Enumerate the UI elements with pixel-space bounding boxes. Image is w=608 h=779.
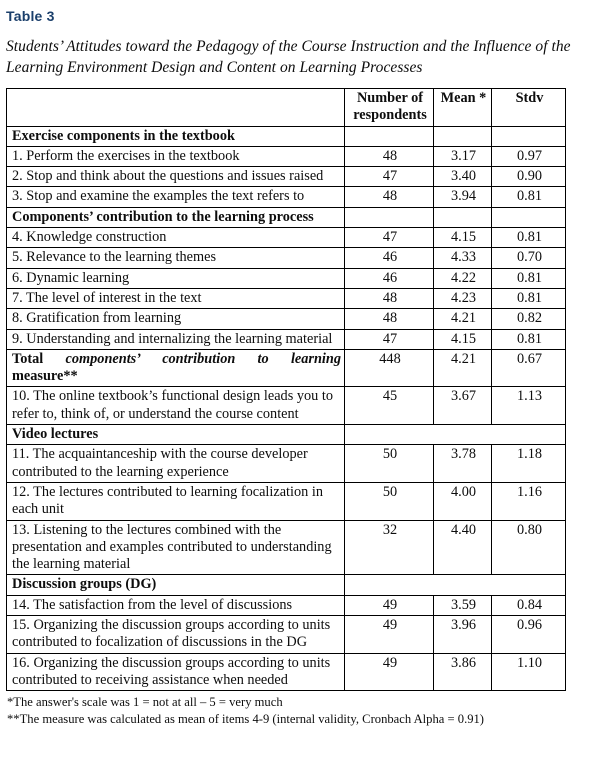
table-row	[7, 425, 566, 445]
footnote-2: **The measure was calculated as mean of items 4-9 (internal validity, Cronbach Alpha = 0.91)	[7, 711, 484, 726]
cell-respondents: 48	[345, 288, 434, 308]
cell-stdv: 0.82	[492, 309, 566, 329]
table-row	[7, 595, 566, 615]
item-label-cell: 5. Relevance to the learning themes	[7, 248, 345, 268]
cell-mean: 3.67	[434, 387, 492, 425]
table-row	[7, 482, 566, 520]
table-row	[7, 349, 566, 387]
item-label-cell: 8. Gratification from learning	[7, 309, 345, 329]
header-cell-mean: Mean *	[434, 89, 492, 127]
header-respondents-line2: respondents	[353, 107, 427, 124]
total-label-part1: Total	[12, 350, 44, 367]
cell-respondents: 48	[345, 187, 434, 207]
total-label-part2: components’ contribution to learning	[65, 350, 341, 367]
cell-mean: 3.17	[434, 146, 492, 166]
cell-respondents: 47	[345, 329, 434, 349]
table-row	[7, 329, 566, 349]
cell-respondents: 49	[345, 653, 434, 691]
footnote-1: *The answer's scale was 1 = not at all – 5 = very much	[7, 695, 283, 710]
table-row	[7, 520, 566, 575]
cell-stdv: 0.90	[492, 167, 566, 187]
cell-respondents	[345, 207, 434, 227]
total-row-cell	[7, 349, 345, 387]
table-row	[7, 616, 566, 654]
table-row	[7, 126, 566, 146]
table-number-label: Table 3	[6, 8, 55, 24]
cell-respondents: 47	[345, 228, 434, 248]
table-row	[7, 167, 566, 187]
cell-stdv: 0.67	[492, 349, 566, 387]
cell-respondents: 48	[345, 146, 434, 166]
section-merged-cell	[345, 425, 566, 445]
cell-respondents: 46	[345, 268, 434, 288]
item-label-cell: 3. Stop and examine the examples the text refers to	[7, 187, 345, 207]
item-label-cell: 9. Understanding and internalizing the learning material	[7, 329, 345, 349]
cell-stdv: 0.96	[492, 616, 566, 654]
table-row	[7, 228, 566, 248]
cell-respondents: 50	[345, 482, 434, 520]
cell-stdv: 0.81	[492, 268, 566, 288]
item-label-cell: 11. The acquaintanceship with the course developer contributed to the learning experience	[7, 445, 345, 483]
cell-mean: 3.96	[434, 616, 492, 654]
cell-respondents: 49	[345, 616, 434, 654]
cell-mean: 4.21	[434, 309, 492, 329]
cell-respondents: 48	[345, 309, 434, 329]
item-label-cell: 14. The satisfaction from the level of discussions	[7, 595, 345, 615]
attitudes-table	[6, 88, 566, 691]
cell-mean: 4.00	[434, 482, 492, 520]
cell-respondents: 45	[345, 387, 434, 425]
table-row	[7, 248, 566, 268]
cell-mean: 4.40	[434, 520, 492, 575]
cell-mean: 4.33	[434, 248, 492, 268]
cell-stdv	[492, 126, 566, 146]
cell-mean: 4.22	[434, 268, 492, 288]
cell-stdv: 0.80	[492, 520, 566, 575]
cell-stdv: 0.81	[492, 288, 566, 308]
cell-respondents: 49	[345, 595, 434, 615]
cell-stdv: 0.70	[492, 248, 566, 268]
cell-mean	[434, 126, 492, 146]
cell-respondents: 32	[345, 520, 434, 575]
cell-respondents: 50	[345, 445, 434, 483]
table-header-row	[7, 89, 566, 127]
cell-mean: 3.86	[434, 653, 492, 691]
table-row	[7, 146, 566, 166]
header-cell-respondents	[345, 89, 434, 127]
table-row	[7, 207, 566, 227]
cell-mean: 3.94	[434, 187, 492, 207]
cell-stdv: 0.97	[492, 146, 566, 166]
table-row	[7, 575, 566, 595]
table-body	[7, 89, 566, 691]
item-label-cell: 10. The online textbook’s functional design leads you to refer to, think of, or understand the course content	[7, 387, 345, 425]
cell-stdv: 0.81	[492, 228, 566, 248]
cell-mean: 4.21	[434, 349, 492, 387]
cell-respondents: 448	[345, 349, 434, 387]
table-row	[7, 187, 566, 207]
cell-stdv: 0.81	[492, 187, 566, 207]
section-header-cell: Video lectures	[7, 425, 345, 445]
header-respondents-line1: Number of	[356, 90, 424, 106]
table-row	[7, 387, 566, 425]
table-row	[7, 288, 566, 308]
total-label-part3: measure**	[12, 368, 78, 385]
section-header-cell: Components’ contribution to the learning process	[7, 207, 345, 227]
cell-respondents: 46	[345, 248, 434, 268]
item-label-cell: 6. Dynamic learning	[7, 268, 345, 288]
cell-mean: 4.15	[434, 329, 492, 349]
header-cell-stdv: Stdv	[492, 89, 566, 127]
item-label-cell: 13. Listening to the lectures combined with the presentation and examples contributed to understanding the learning material	[7, 520, 345, 575]
cell-mean: 4.23	[434, 288, 492, 308]
footnotes	[7, 694, 608, 727]
item-label-cell: 16. Organizing the discussion groups according to units contributed to receiving assistance when needed	[7, 653, 345, 691]
section-merged-cell	[345, 575, 566, 595]
item-label-cell: 15. Organizing the discussion groups according to units contributed to focalization of discussions in the DG	[7, 616, 345, 654]
cell-mean: 3.40	[434, 167, 492, 187]
item-label-cell: 12. The lectures contributed to learning focalization in each unit	[7, 482, 345, 520]
cell-mean: 3.59	[434, 595, 492, 615]
section-header-cell: Exercise components in the textbook	[7, 126, 345, 146]
table-row	[7, 653, 566, 691]
item-label-cell: 7. The level of interest in the text	[7, 288, 345, 308]
cell-stdv: 1.18	[492, 445, 566, 483]
cell-stdv: 0.81	[492, 329, 566, 349]
item-label-cell: 2. Stop and think about the questions and issues raised	[7, 167, 345, 187]
table-row	[7, 268, 566, 288]
section-header-cell: Discussion groups (DG)	[7, 575, 345, 595]
cell-stdv	[492, 207, 566, 227]
cell-respondents: 47	[345, 167, 434, 187]
cell-stdv: 1.10	[492, 653, 566, 691]
table-row	[7, 445, 566, 483]
cell-mean: 3.78	[434, 445, 492, 483]
cell-mean	[434, 207, 492, 227]
item-label-cell: 1. Perform the exercises in the textbook	[7, 146, 345, 166]
cell-stdv: 0.84	[492, 595, 566, 615]
cell-stdv: 1.16	[492, 482, 566, 520]
cell-respondents	[345, 126, 434, 146]
table-caption: Students’ Attitudes toward the Pedagogy of the Course Instruction and the Influence of the Learning Environment Design and Content on Learning Processes	[6, 38, 571, 76]
header-cell-item	[7, 89, 345, 127]
cell-mean: 4.15	[434, 228, 492, 248]
item-label-cell: 4. Knowledge construction	[7, 228, 345, 248]
table-row	[7, 309, 566, 329]
cell-stdv: 1.13	[492, 387, 566, 425]
